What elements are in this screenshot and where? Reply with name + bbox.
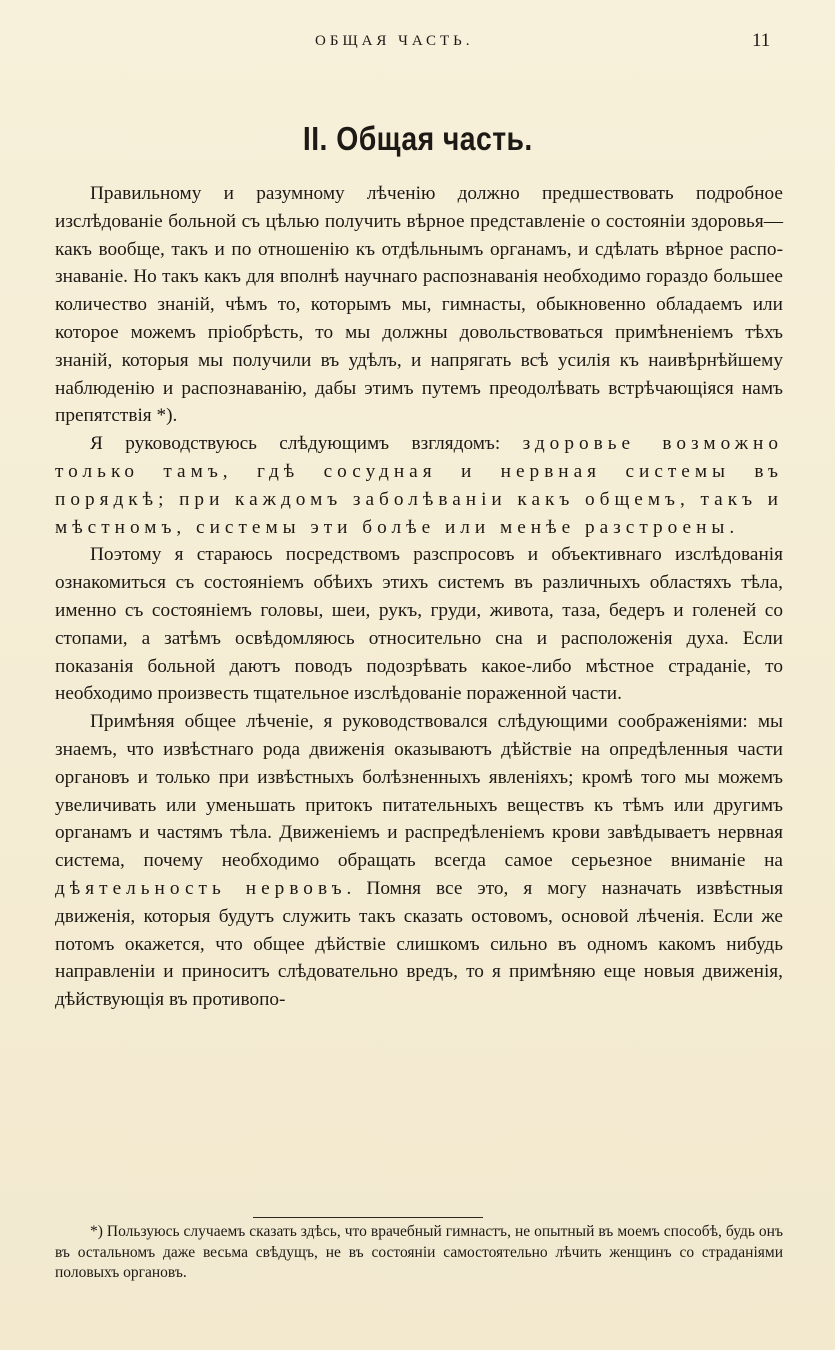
paragraph-4-text-start: Примѣняя общее лѣченіе, я руководствовался слѣдующими соображеніями: мы знаемъ, что извѣстнаго рода движенія оказываютъ дѣйствіе на опредѣленныя части органовъ и только при извѣстныхъ болѣзненныхъ явленіяхъ; кромѣ того мы можемъ увеличивать или уменьшать притокъ питательныхъ веществъ къ тѣмъ или другимъ органамъ и частямъ тѣла. Движеніемъ и распредѣленіемъ крови завѣдываетъ нервная система, почему необходимо обращать всегда самое серьезное вниманіе на [55,711,783,872]
footnote: *) Пользуюсь случаемъ сказать здѣсь, что врачебный гимнастъ, не опытный въ моемъ способѣ, будь онъ въ остальномъ даже весьма свѣдущъ, не въ состояніи самостоятельно лѣчить женщинъ со страданіями половыхъ органовъ. [55,1223,783,1281]
paragraph-3: Поэтому я стараюсь посредствомъ разспросовъ и объективнаго изслѣдованія ознакомиться съ состояніемъ обѣихъ этихъ системъ въ различныхъ областяхъ тѣла, именно съ состояніемъ головы, шеи, рукъ, груди, живота, таза, бедеръ и голеней со стопами, а затѣмъ освѣдомляюсь относительно сна и расположенія духа. Если показанія больной даютъ поводъ подозрѣвать какое-либо мѣстное страданіе, то необходимо произвесть тщательное изслѣдованіе пораженной части. [55,544,783,705]
page-number: 11 [752,30,771,51]
paragraph-1: Правильному и разумному лѣченію должно предшествовать подробное изслѣдованіе больной съ цѣлью получить вѣрное представленіе о состояніи здоровья—какъ вообще, такъ и по отношенію къ отдѣльнымъ органамъ, и сдѣлать вѣрное распознаваніе. Но такъ какъ для вполнѣ научнаго распознаванія необходимо гораздо большее количество знаній, чѣмъ то, которымъ мы, гимнасты, обыкновенно обладаемъ или которое можемъ пріобрѣсть, то мы должны довольствоваться примѣненіемъ тѣхъ знаній, которыя мы получили въ удѣлъ, и напрягать всѣ усилія къ наивѣрнѣйшему наблюденію и распознаванію, дабы этимъ путемъ преодолѣвать встрѣчающіяся намъ препятствія *). [55,183,783,427]
paragraph-2 [55,430,783,541]
running-head: ОБЩАЯ ЧАСТЬ. [315,33,474,49]
paragraph-4-text-end: . Помня все это, я могу назначать извѣстныя движенія, которыя будутъ служить такъ сказать остовомъ, основой лѣченія. Если же потомъ окажется, что общее дѣйствіе слишкомъ сильно въ одномъ какомъ нибудь направленіи и приноситъ слѣдовательно вредъ, то я примѣняю еще новыя движенія, дѣйствующія въ противопо- [55,877,783,1011]
paragraph-2-text: Я руководствуюсь слѣдующимъ взглядомъ: [90,433,523,455]
paragraph-4-emphasis: дѣятельность нервовъ [55,877,347,899]
paragraph-4 [55,708,783,1014]
chapter-title: II. Общая часть. [302,120,533,157]
footnote-divider [253,1217,483,1218]
body-text [55,180,783,1014]
paragraph-2-emphasis: здоровье возможно только тамъ, гдѣ сосудная и нервная системы въ порядкѣ; при каждомъ заболѣваніи какъ общемъ, такъ и мѣстномъ, системы эти болѣе или менѣе разстроены. [55,433,784,538]
